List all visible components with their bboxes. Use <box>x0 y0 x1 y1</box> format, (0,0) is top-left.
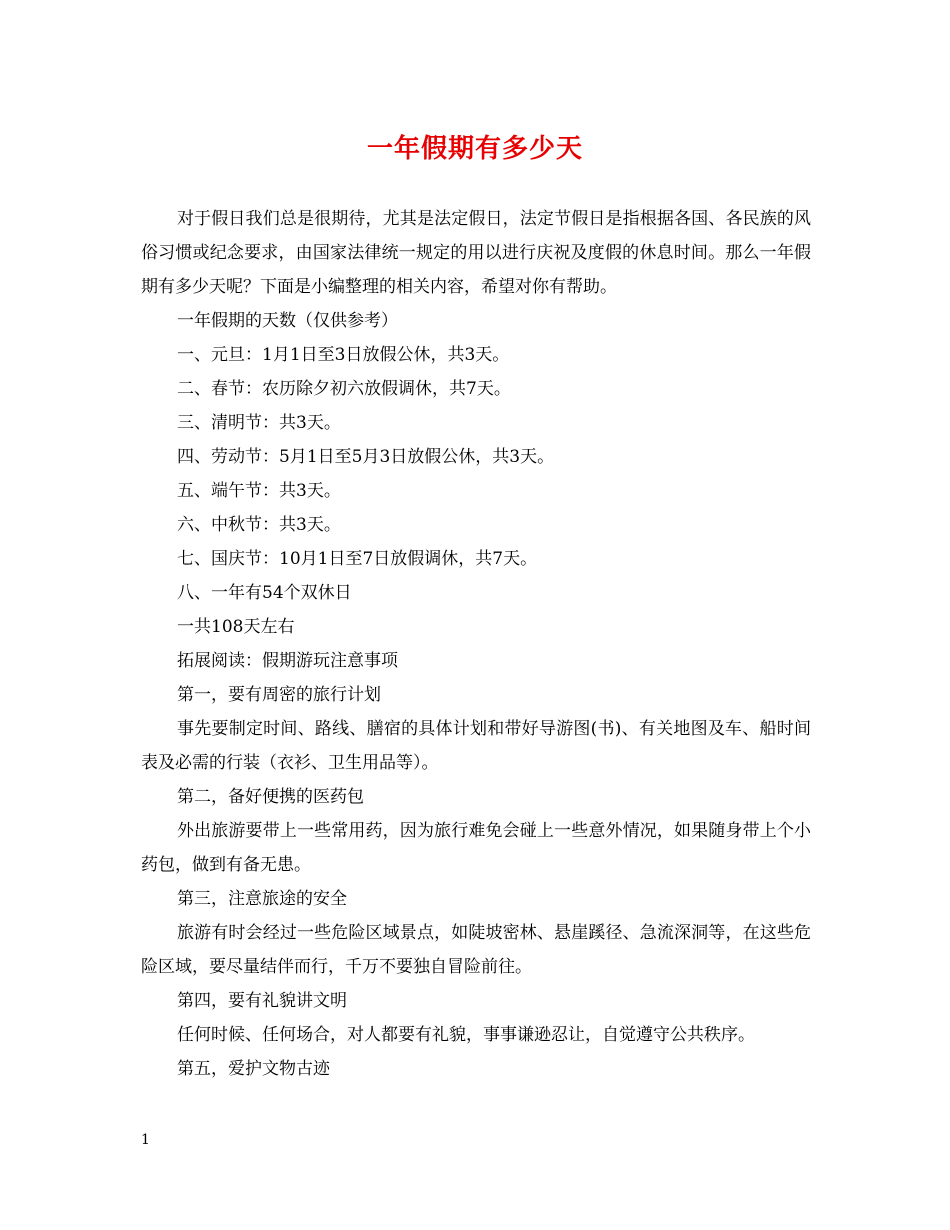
tip-body-2: 外出旅游要带上一些常用药，因为旅行难免会碰上一些意外情况，如果随身带上个小药包，做到有备无患。 <box>141 821 811 875</box>
list-item-dragon-boat: 五、端午节：共3天。 <box>177 481 341 501</box>
list-item-spring-festival: 二、春节：农历除夕初六放假调休，共7天。 <box>177 379 511 399</box>
tip-heading-2: 第二，备好便携的医药包 <box>177 787 364 807</box>
page-title: 一年假期有多少天 <box>366 134 583 164</box>
tip-body-1: 事先要制定时间、路线、膳宿的具体计划和带好导游图(书)、有关地图及车、船时间表及必需的行装（衣衫、卫生用品等）。 <box>141 719 811 773</box>
document-body <box>141 202 811 1086</box>
tip-heading-5: 第五，爱护文物古迹 <box>177 1059 330 1079</box>
list-item-weekends: 八、一年有54个双休日 <box>177 583 352 603</box>
list-item-qingming: 三、清明节：共3天。 <box>177 413 341 433</box>
paragraph-intro: 对于假日我们总是很期待，尤其是法定假日，法定节假日是指根据各国、各民族的风俗习惯或纪念要求，由国家法律统一规定的用以进行庆祝及度假的休息时间。那么一年假期有多少天呢？下面是小编整理的相关内容，希望对你有帮助。 <box>141 209 811 297</box>
tip-body-3: 旅游有时会经过一些危险区域景点，如陡坡密林、悬崖蹊径、急流深洞等，在这些危险区域，要尽量结伴而行，千万不要独自冒险前往。 <box>141 923 811 977</box>
list-item-national-day: 七、国庆节：10月1日至7日放假调休，共7天。 <box>177 549 538 569</box>
paragraph-extended-reading: 拓展阅读：假期游玩注意事项 <box>177 651 398 671</box>
page-number: 1 <box>141 1132 150 1148</box>
tip-heading-3: 第三，注意旅途的安全 <box>177 889 347 909</box>
list-item-labor-day: 四、劳动节：5月1日至5月3日放假公休，共3天。 <box>177 447 555 467</box>
tip-heading-4: 第四，要有礼貌讲文明 <box>177 991 347 1011</box>
tip-body-4: 任何时候、任何场合，对人都要有礼貌，事事谦逊忍让，自觉遵守公共秩序。 <box>177 1025 755 1045</box>
paragraph-days-heading: 一年假期的天数（仅供参考） <box>177 311 398 331</box>
list-item-new-year: 一、元旦：1月1日至3日放假公休，共3天。 <box>177 345 510 365</box>
list-item-mid-autumn: 六、中秋节：共3天。 <box>177 515 341 535</box>
paragraph-total: 一共108天左右 <box>177 617 295 637</box>
tip-heading-1: 第一，要有周密的旅行计划 <box>177 685 381 705</box>
